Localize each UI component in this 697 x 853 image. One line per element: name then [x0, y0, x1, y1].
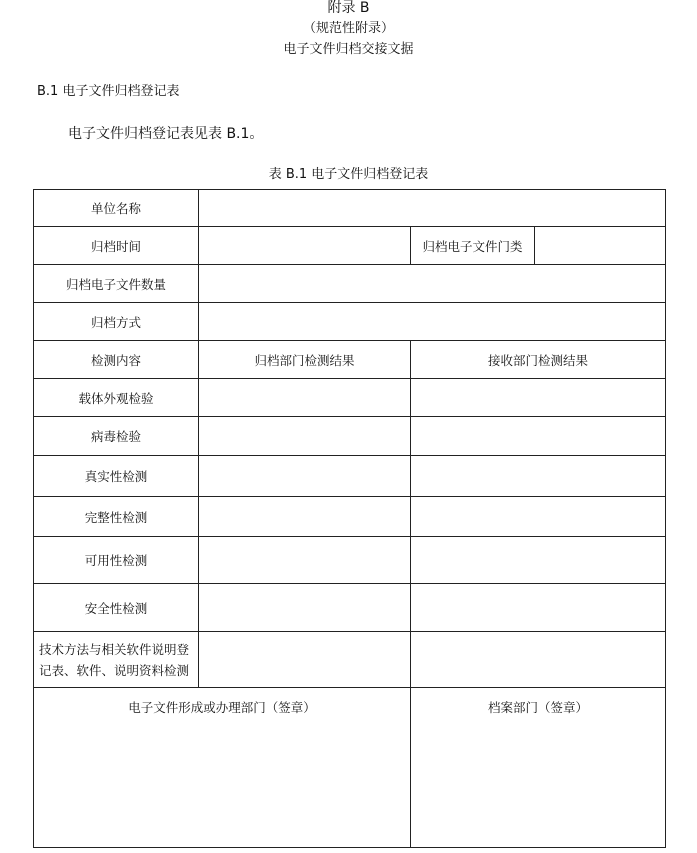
table-row — [34, 303, 666, 341]
table-row — [34, 190, 666, 227]
dept-result-cell[interactable] — [199, 584, 411, 632]
unit-name-label: 单位名称 — [34, 190, 199, 227]
archive-method-label: 归档方式 — [34, 303, 199, 341]
table-row — [34, 497, 666, 537]
check-label-tech-docs: 技术方法与相关软件说明登记表、软件、说明资料检测 — [34, 632, 199, 688]
receiver-result-cell[interactable] — [411, 497, 666, 537]
archive-count-value-cell[interactable] — [199, 265, 666, 303]
dept-result-cell[interactable] — [199, 456, 411, 497]
table-row — [34, 379, 666, 417]
check-label-virus: 病毒检验 — [34, 417, 199, 456]
check-label-usability: 可用性检测 — [34, 537, 199, 584]
table-row — [34, 265, 666, 303]
table-row — [34, 417, 666, 456]
dept-result-cell[interactable] — [199, 497, 411, 537]
archive-count-label: 归档电子文件数量 — [34, 265, 199, 303]
dept-result-cell[interactable] — [199, 537, 411, 584]
section-heading: B.1 电子文件归档登记表 — [37, 84, 180, 99]
receiver-result-cell[interactable] — [411, 456, 666, 497]
archive-time-value-cell[interactable] — [199, 227, 411, 265]
archive-dept-signature[interactable] — [411, 688, 666, 848]
archive-method-value-cell[interactable] — [199, 303, 666, 341]
table-row — [34, 584, 666, 632]
registration-table — [33, 189, 666, 848]
table-row — [34, 456, 666, 497]
receiver-result-cell[interactable] — [411, 584, 666, 632]
forming-dept-signature[interactable] — [34, 688, 411, 848]
table-row — [34, 227, 666, 265]
receiver-result-cell[interactable] — [411, 417, 666, 456]
dept-result-cell[interactable] — [199, 632, 411, 688]
appendix-type: （规范性附录） — [302, 21, 394, 36]
archive-category-value-cell[interactable] — [535, 227, 666, 265]
table-row — [34, 537, 666, 584]
receiver-result-cell[interactable] — [411, 632, 666, 688]
intro-paragraph: 电子文件归档登记表见表 B.1。 — [68, 126, 264, 142]
archive-dept-signature-label: 档案部门（签章） — [487, 700, 588, 715]
check-label-authenticity: 真实性检测 — [34, 456, 199, 497]
receiver-result-header: 接收部门检测结果 — [411, 341, 666, 379]
receiver-result-cell[interactable] — [411, 537, 666, 584]
table-caption: 表 B.1 电子文件归档登记表 — [268, 167, 429, 182]
table-row — [34, 632, 666, 688]
table-row — [34, 341, 666, 379]
dept-result-header: 归档部门检测结果 — [199, 341, 411, 379]
appendix-title: 电子文件归档交接文据 — [283, 42, 414, 57]
dept-result-cell[interactable] — [199, 379, 411, 417]
appendix-label: 附录 B — [327, 0, 370, 16]
table-row — [34, 688, 666, 848]
forming-dept-signature-label: 电子文件形成或办理部门（签章） — [128, 700, 316, 715]
check-content-header: 检测内容 — [34, 341, 199, 379]
check-label-integrity: 完整性检测 — [34, 497, 199, 537]
receiver-result-cell[interactable] — [411, 379, 666, 417]
archive-category-label: 归档电子文件门类 — [411, 227, 535, 265]
dept-result-cell[interactable] — [199, 417, 411, 456]
check-label-carrier: 载体外观检验 — [34, 379, 199, 417]
archive-time-label: 归档时间 — [34, 227, 199, 265]
unit-name-value-cell[interactable] — [199, 190, 666, 227]
check-label-security: 安全性检测 — [34, 584, 199, 632]
